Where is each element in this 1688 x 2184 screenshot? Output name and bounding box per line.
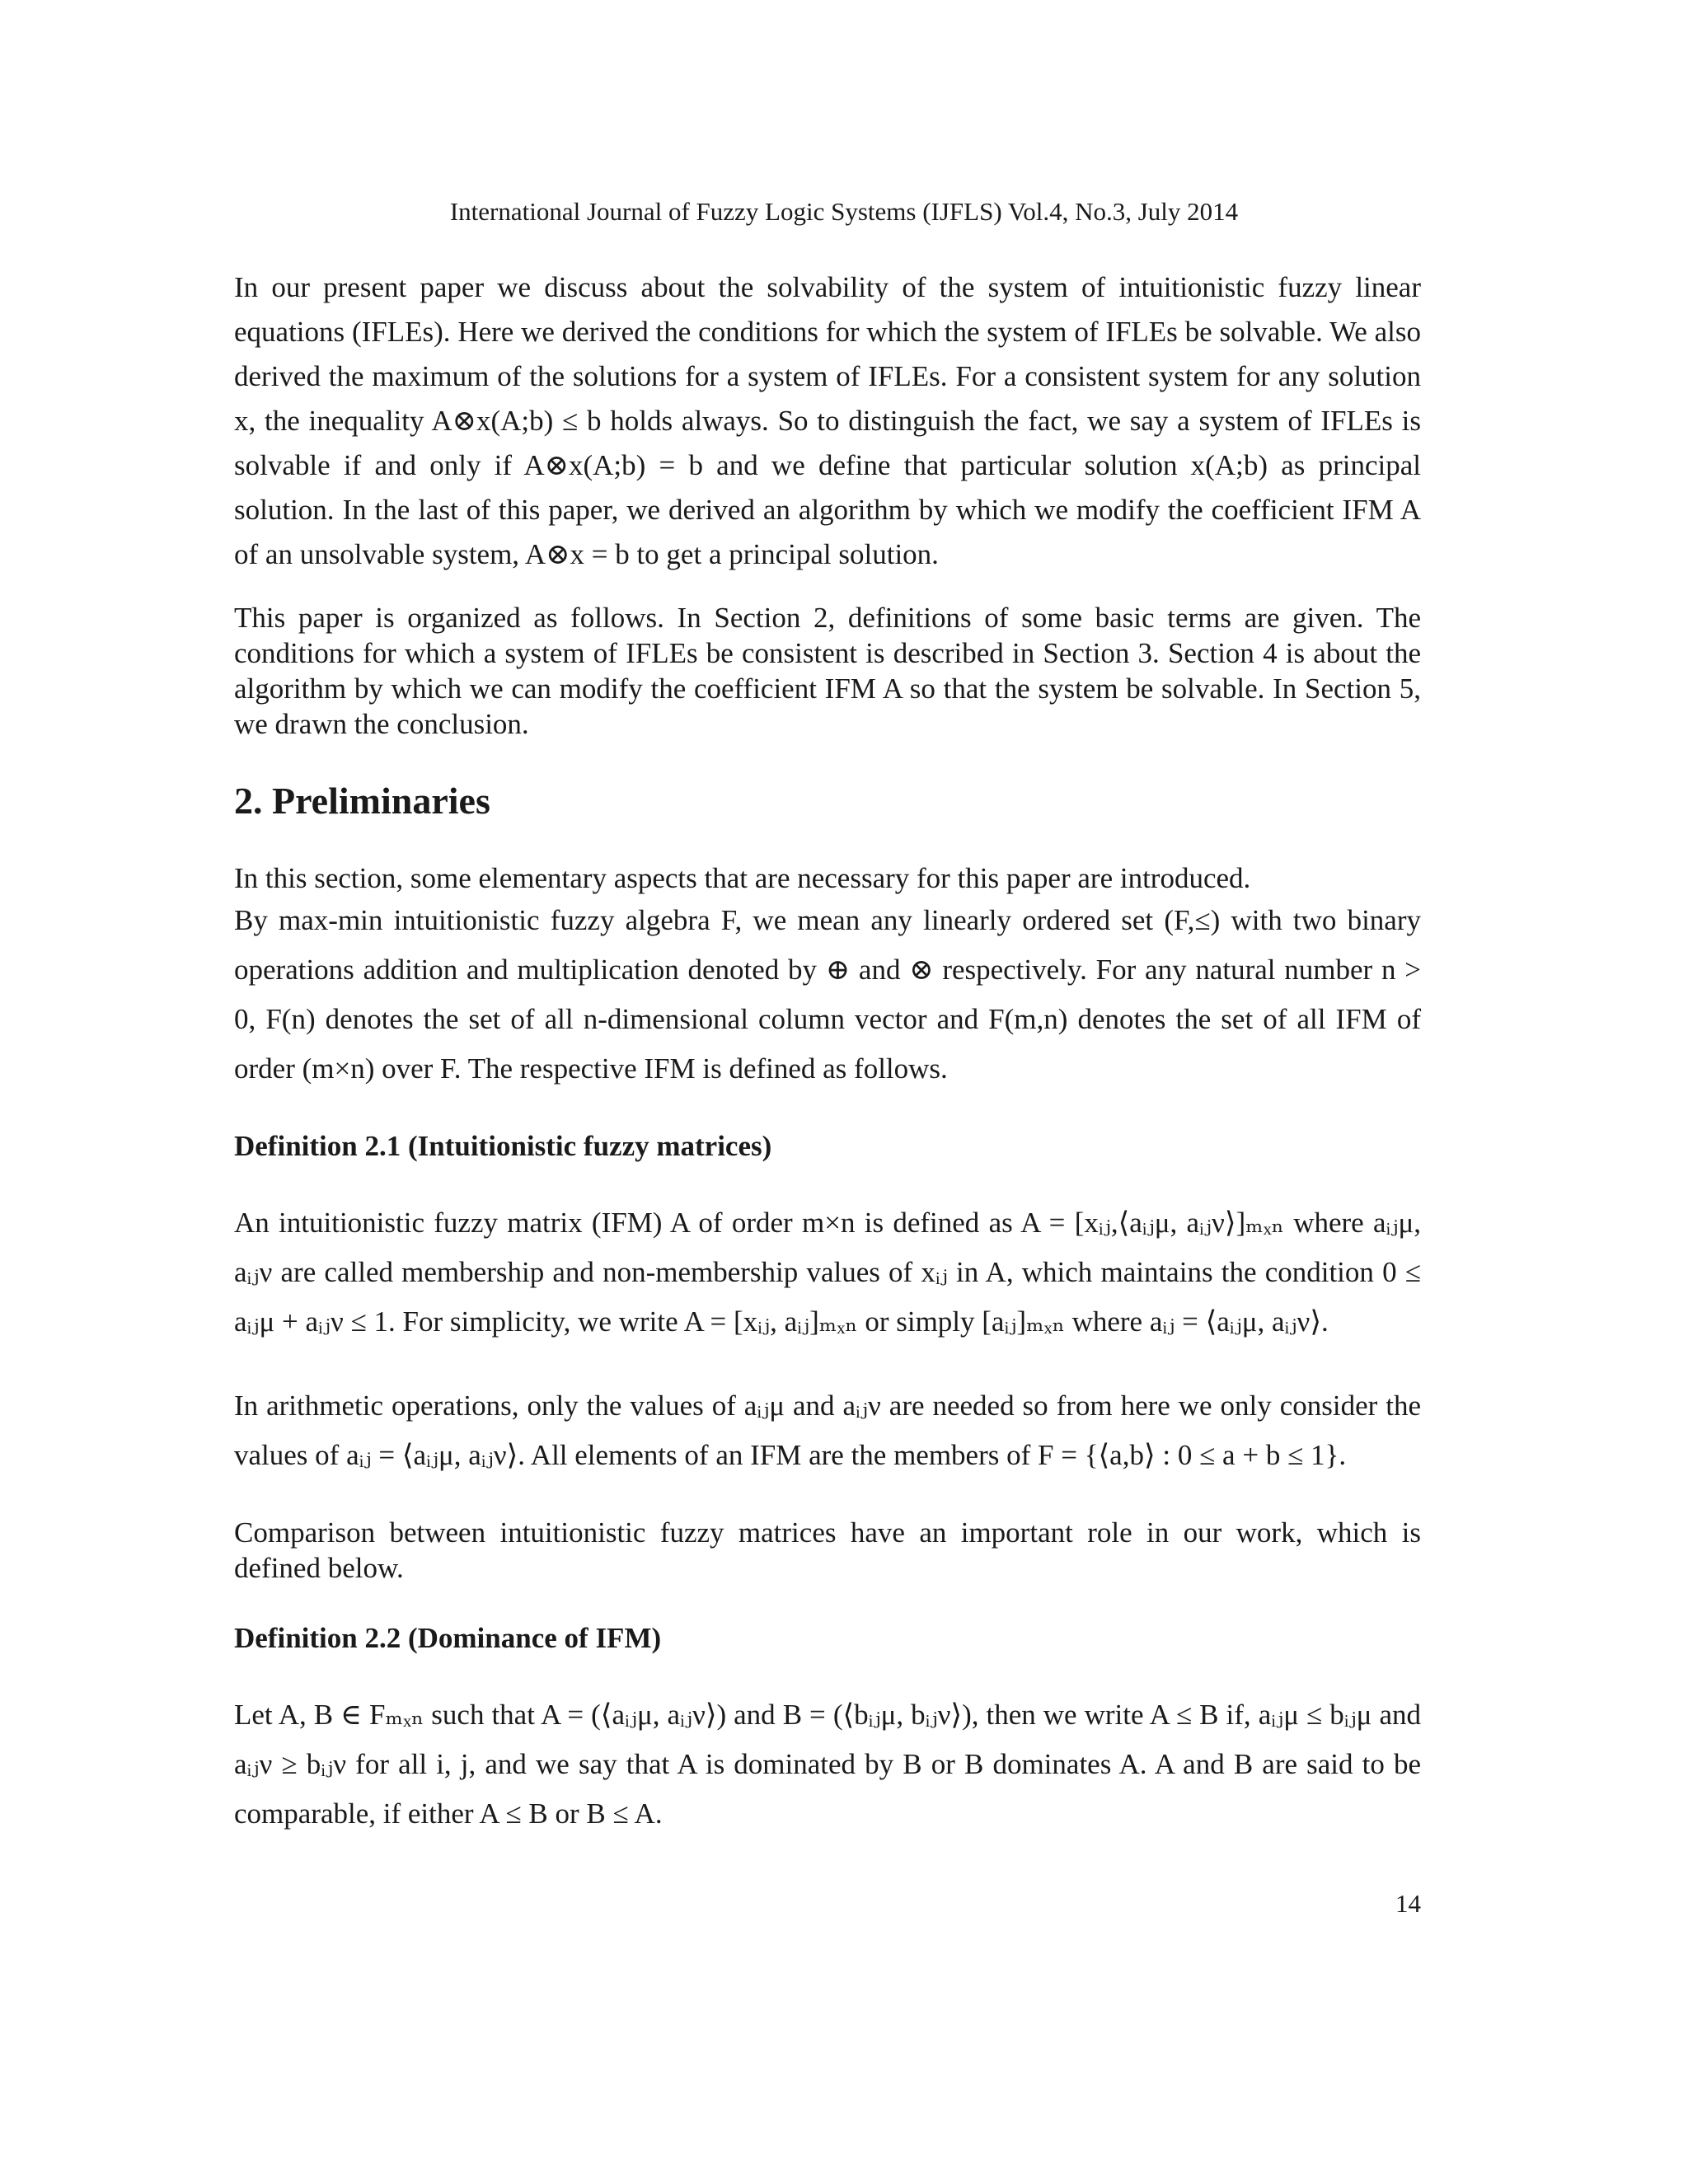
organization-paragraph: This paper is organized as follows. In Section 2, definitions of some basic terms are given. The conditions for which a system of IFLEs be consistent is described in Section 3. Section 4 is about the algorithm by which we can modify the coefficient IFM A so that the system be solvable. In Section 5, we drawn the conclusion.: [234, 602, 1421, 740]
definition-heading-1: Definition 2.1 (Intuitionistic fuzzy matrices): [234, 1130, 772, 1162]
definition-heading-2: Definition 2.2 (Dominance of IFM): [234, 1622, 662, 1654]
section-heading: 2. Preliminaries: [234, 780, 490, 822]
running-header: International Journal of Fuzzy Logic Systems (IJFLS) Vol.4, No.3, July 2014: [449, 197, 1239, 226]
intro-paragraph: In our present paper we discuss about the solvability of the system of intuitionistic fuzzy linear equations (IFLEs). Here we derived the conditions for which the system of IFLEs be solvable. We also derived the maximum of the solutions for a system of IFLEs. For a consistent system for any solution x, the inequality A⊗x(A;b) ≤ b holds always. So to distinguish the fact, we say a system of IFLEs is solvable if and only if A⊗x(A;b) = b and we define that particular solution x(A;b) as principal solution. In the last of this paper, we derived an algorithm by which we modify the coefficient IFM A of an unsolvable system, A⊗x = b to get a principal solution.: [234, 271, 1421, 570]
definition-text-2: Let A, B ∈ Fₘₓₙ such that A = (⟨aᵢⱼμ, aᵢⱼν⟩) and B = (⟨bᵢⱼμ, bᵢⱼν⟩), then we write A ≤ B if, aᵢⱼμ ≤ bᵢⱼμ and aᵢⱼν ≥ bᵢⱼν for all i, j, and we say that A is dominated by B or B dominates A. A and B are said to be comparable, if either A ≤ B or B ≤ A.: [234, 1699, 1421, 1830]
paper-body: [234, 265, 1421, 1839]
arithmetic-paragraph: In arithmetic operations, only the values of aᵢⱼμ and aᵢⱼν are needed so from here we only consider the values of aᵢⱼ = ⟨aᵢⱼμ, aᵢⱼν⟩. All elements of an IFM are the members of F = {⟨a,b⟩ : 0 ≤ a + b ≤ 1}.: [234, 1390, 1421, 1471]
prelim-paragraph-1: In this section, some elementary aspects that are necessary for this paper are introduced.: [234, 862, 1251, 894]
prelim-paragraph-2: By max-min intuitionistic fuzzy algebra F, we mean any linearly ordered set (F,≤) with two binary operations addition and multiplication denoted by ⊕ and ⊗ respectively. For any natural number n > 0, F(n) denotes the set of all n-dimensional column vector and F(m,n) denotes the set of all IFM of order (m×n) over F. The respective IFM is defined as follows.: [234, 904, 1421, 1085]
definition-text-1: An intuitionistic fuzzy matrix (IFM) A of order m×n is defined as A = [xᵢⱼ,⟨aᵢⱼμ, aᵢⱼν⟩]ₘₓₙ where aᵢⱼμ, aᵢⱼν are called membership and non-membership values of xᵢⱼ in A, which maintains the condition 0 ≤ aᵢⱼμ + aᵢⱼν ≤ 1. For simplicity, we write A = [xᵢⱼ, aᵢⱼ]ₘₓₙ or simply [aᵢⱼ]ₘₓₙ where aᵢⱼ = ⟨aᵢⱼμ, aᵢⱼν⟩.: [234, 1207, 1421, 1338]
comparison-paragraph: Comparison between intuitionistic fuzzy matrices have an important role in our work, which is defined below.: [234, 1516, 1421, 1584]
page-number: 14: [1395, 1889, 1421, 1918]
